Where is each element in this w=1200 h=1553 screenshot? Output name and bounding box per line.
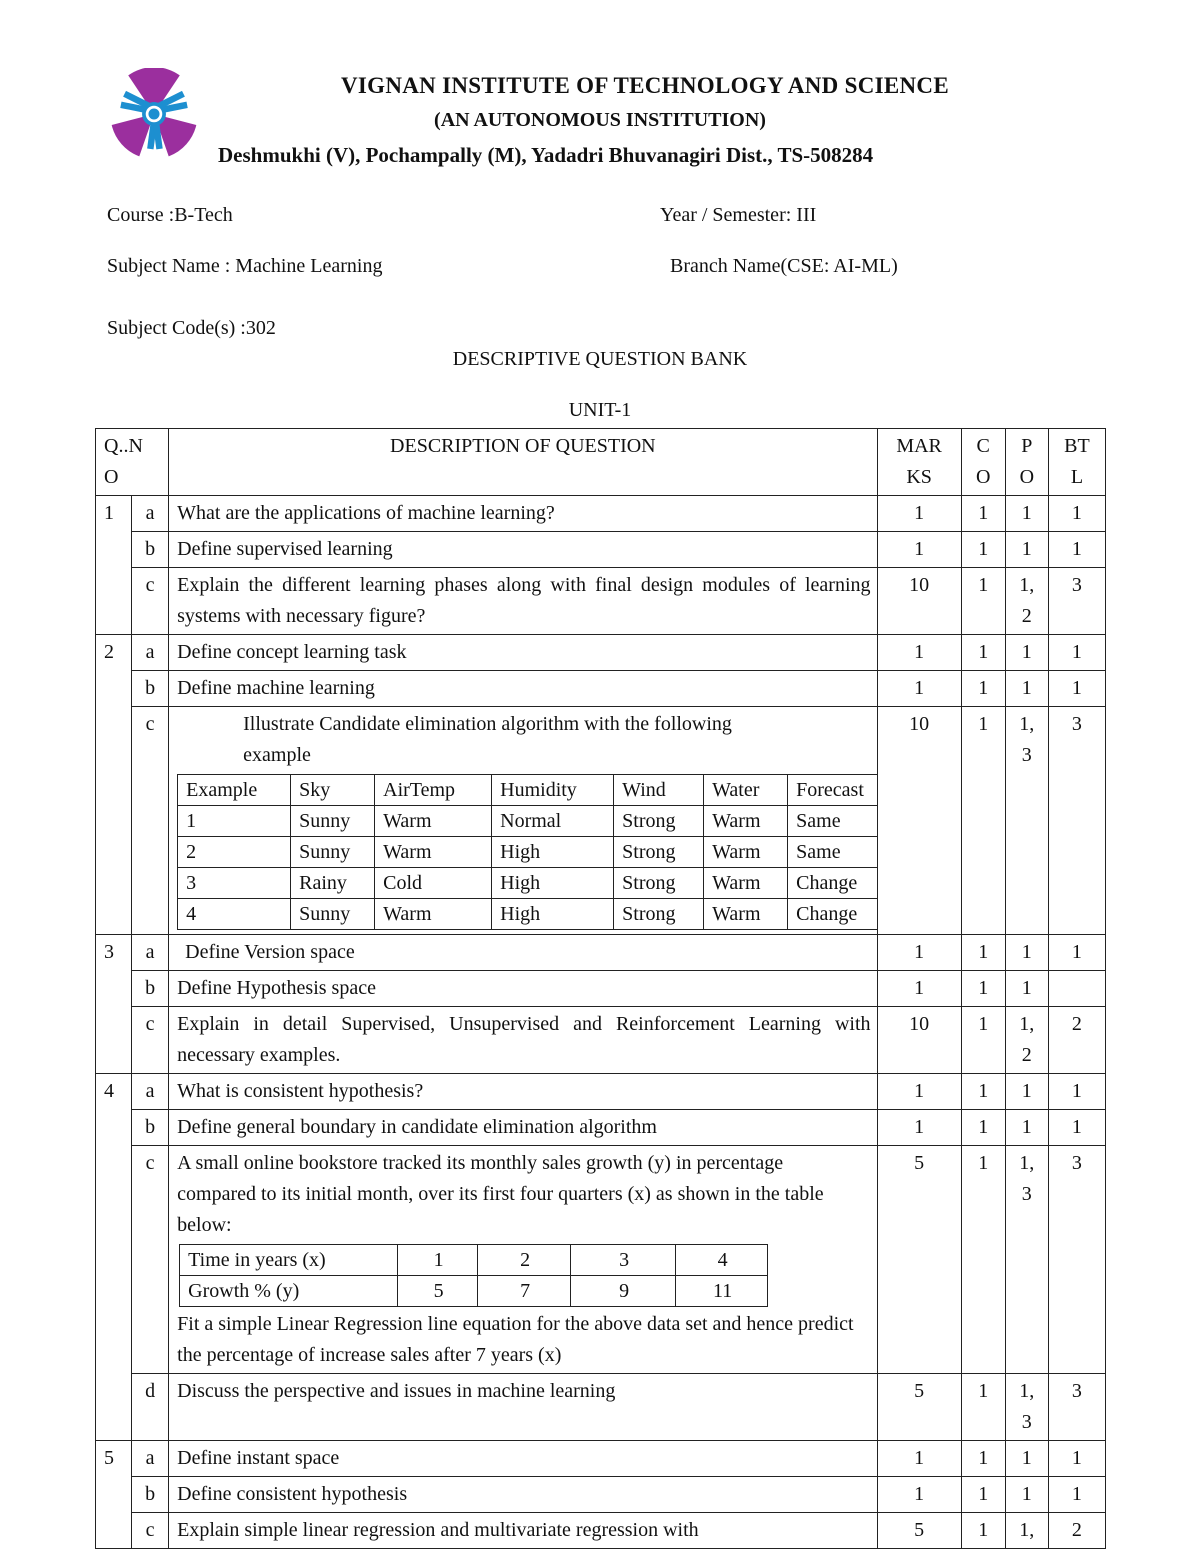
question-text: Illustrate Candidate elimination algorithm with the following example Example Sky AirTemp Humidity Wind Water Forecast 1 Sunny Warm Normal Strong Warm Same 2 Sunny Warm High Strong Warm Same 3 Rainy Cold High Strong Warm Change 4 Sunny Warm High Strong Warm Change [169, 707, 877, 935]
co: 1 [961, 1146, 1005, 1374]
marks: 5 [877, 1374, 961, 1441]
regression-cell: 1 [398, 1245, 478, 1276]
table-row [96, 1007, 1106, 1074]
marks: 5 [877, 1146, 961, 1374]
question-text: Define Hypothesis space [169, 971, 877, 1007]
example-header-cell: Sky [291, 775, 375, 806]
question-number: 3 [96, 935, 132, 1074]
example-table [177, 774, 878, 930]
table-row [96, 1146, 1106, 1374]
question-text: Define concept learning task [169, 635, 877, 671]
example-cell: Same [788, 806, 878, 837]
btl: 2 [1048, 1513, 1105, 1549]
sub-label: d [132, 1374, 169, 1441]
btl: 1 [1048, 532, 1105, 568]
branch-label: Branch Name(CSE: AI-ML) [670, 255, 898, 277]
header-co: C O [961, 429, 1005, 496]
co: 1 [961, 671, 1005, 707]
po: 1 [1005, 671, 1048, 707]
marks: 1 [877, 496, 961, 532]
sub-label: a [132, 496, 169, 532]
po: 1 [1005, 1441, 1048, 1477]
example-cell: Warm [704, 806, 788, 837]
example-cell: High [492, 837, 614, 868]
example-cell: Rainy [291, 868, 375, 899]
sub-label: b [132, 971, 169, 1007]
example-header-cell: Humidity [492, 775, 614, 806]
example-cell: Warm [375, 837, 492, 868]
regression-cell: Time in years (x) [180, 1245, 398, 1276]
regression-row-x [180, 1245, 768, 1276]
example-row [178, 837, 878, 868]
regression-table [179, 1244, 768, 1307]
example-cell: Change [788, 899, 878, 930]
regression-cell: 7 [478, 1276, 571, 1307]
co: 1 [961, 1110, 1005, 1146]
po: 1 [1005, 496, 1048, 532]
po: 1 [1005, 1477, 1048, 1513]
sub-label: c [132, 707, 169, 935]
institute-name: VIGNAN INSTITUTE OF TECHNOLOGY AND SCIENCE [341, 73, 949, 98]
example-cell: Strong [614, 899, 704, 930]
co: 1 [961, 532, 1005, 568]
unit-title: UNIT-1 [568, 399, 632, 421]
example-cell: Sunny [291, 899, 375, 930]
question-text: Define Version space [169, 935, 877, 971]
co: 1 [961, 1007, 1005, 1074]
example-header-cell: Forecast [788, 775, 878, 806]
marks: 1 [877, 1477, 961, 1513]
question-number: 1 [96, 496, 132, 635]
question-number: 5 [96, 1441, 132, 1549]
table-row [96, 1374, 1106, 1441]
btl: 3 [1048, 1146, 1105, 1374]
question-text: Define supervised learning [169, 532, 877, 568]
autonomous-line: (AN AUTONOMOUS INSTITUTION) [434, 109, 766, 131]
marks: 1 [877, 635, 961, 671]
example-header-cell: Example [178, 775, 291, 806]
example-header-row [178, 775, 878, 806]
po: 1, 3 [1005, 1374, 1048, 1441]
co: 1 [961, 971, 1005, 1007]
marks: 10 [877, 568, 961, 635]
regression-cell: 2 [478, 1245, 571, 1276]
po: 1, 2 [1005, 568, 1048, 635]
sub-label: b [132, 1110, 169, 1146]
table-row [96, 568, 1106, 635]
question-text: Explain the different learning phases along with final design modules of learning systems with necessary figure? [169, 568, 877, 635]
co: 1 [961, 1513, 1005, 1549]
sub-label: c [132, 1146, 169, 1374]
sub-label: a [132, 1441, 169, 1477]
co: 1 [961, 635, 1005, 671]
co: 1 [961, 1074, 1005, 1110]
example-row [178, 806, 878, 837]
sub-label: a [132, 935, 169, 971]
btl: 1 [1048, 1110, 1105, 1146]
po: 1 [1005, 1074, 1048, 1110]
table-row [96, 635, 1106, 671]
sub-label: a [132, 635, 169, 671]
example-cell: Cold [375, 868, 492, 899]
example-header-cell: Water [704, 775, 788, 806]
question-number: 4 [96, 1074, 132, 1441]
marks: 1 [877, 935, 961, 971]
subject-name-label: Subject Name : Machine Learning [107, 255, 383, 277]
table-row [96, 1441, 1106, 1477]
regression-cell: 4 [676, 1245, 768, 1276]
example-cell: Warm [375, 806, 492, 837]
header-qno: Q..N O [96, 429, 169, 496]
po: 1, [1005, 1513, 1048, 1549]
btl: 1 [1048, 635, 1105, 671]
sub-label: b [132, 532, 169, 568]
example-cell: Warm [704, 899, 788, 930]
table-row [96, 671, 1106, 707]
question-text: Explain simple linear regression and multivariate regression with [169, 1513, 877, 1549]
example-cell: Warm [704, 837, 788, 868]
co: 1 [961, 1374, 1005, 1441]
example-cell: Sunny [291, 837, 375, 868]
sub-label: c [132, 568, 169, 635]
regression-cell: 9 [571, 1276, 676, 1307]
marks: 5 [877, 1513, 961, 1549]
marks: 1 [877, 1110, 961, 1146]
table-row [96, 935, 1106, 971]
course-label: Course :B-Tech [107, 204, 233, 226]
co: 1 [961, 707, 1005, 935]
btl: 1 [1048, 935, 1105, 971]
question-text: Define general boundary in candidate elimination algorithm [169, 1110, 877, 1146]
po: 1 [1005, 935, 1048, 971]
co: 1 [961, 568, 1005, 635]
question-text: What is consistent hypothesis? [169, 1074, 877, 1110]
example-cell: 2 [178, 837, 291, 868]
example-cell: Sunny [291, 806, 375, 837]
po: 1 [1005, 635, 1048, 671]
co: 1 [961, 1477, 1005, 1513]
co: 1 [961, 1441, 1005, 1477]
po: 1 [1005, 1110, 1048, 1146]
question-text: Define machine learning [169, 671, 877, 707]
sub-label: b [132, 1477, 169, 1513]
table-row [96, 707, 1106, 935]
header-btl: BT L [1048, 429, 1105, 496]
doc-title: DESCRIPTIVE QUESTION BANK [452, 348, 748, 370]
co: 1 [961, 496, 1005, 532]
sub-label: a [132, 1074, 169, 1110]
example-row [178, 868, 878, 899]
sub-label: c [132, 1007, 169, 1074]
co: 1 [961, 935, 1005, 971]
header-po: P O [1005, 429, 1048, 496]
question-text: Define instant space [169, 1441, 877, 1477]
marks: 10 [877, 707, 961, 935]
btl: 1 [1048, 1074, 1105, 1110]
marks: 1 [877, 671, 961, 707]
header-description: DESCRIPTION OF QUESTION [169, 429, 877, 496]
table-row [96, 971, 1106, 1007]
btl: 1 [1048, 1477, 1105, 1513]
institute-address: Deshmukhi (V), Pochampally (M), Yadadri Bhuvanagiri Dist., TS-508284 [218, 143, 874, 167]
question-text: Discuss the perspective and issues in machine learning [169, 1374, 877, 1441]
question-text: Define consistent hypothesis [169, 1477, 877, 1513]
marks: 1 [877, 1074, 961, 1110]
table-row [96, 496, 1106, 532]
btl [1048, 971, 1105, 1007]
table-row [96, 1477, 1106, 1513]
example-cell: Warm [375, 899, 492, 930]
po: 1 [1005, 971, 1048, 1007]
marks: 1 [877, 1441, 961, 1477]
regression-cell: 3 [571, 1245, 676, 1276]
po: 1, 2 [1005, 1007, 1048, 1074]
table-row [96, 1110, 1106, 1146]
example-cell: Strong [614, 837, 704, 868]
question-number: 2 [96, 635, 132, 935]
po: 1, 3 [1005, 707, 1048, 935]
table-header-row [96, 429, 1106, 496]
example-cell: High [492, 899, 614, 930]
example-cell: 1 [178, 806, 291, 837]
table-row [96, 532, 1106, 568]
po: 1, 3 [1005, 1146, 1048, 1374]
sub-label: b [132, 671, 169, 707]
example-cell: 3 [178, 868, 291, 899]
example-header-cell: Wind [614, 775, 704, 806]
btl: 1 [1048, 496, 1105, 532]
btl: 3 [1048, 707, 1105, 935]
subject-code-label: Subject Code(s) :302 [107, 317, 276, 339]
example-header-cell: AirTemp [375, 775, 492, 806]
example-cell: Same [788, 837, 878, 868]
marks: 1 [877, 971, 961, 1007]
example-cell: Normal [492, 806, 614, 837]
example-cell: Strong [614, 868, 704, 899]
question-text: Explain in detail Supervised, Unsupervised and Reinforcement Learning with necessary examples. [169, 1007, 877, 1074]
regression-cell: Growth % (y) [180, 1276, 398, 1307]
btl: 2 [1048, 1007, 1105, 1074]
regression-cell: 11 [676, 1276, 768, 1307]
example-cell: Strong [614, 806, 704, 837]
example-cell: Change [788, 868, 878, 899]
table-row [96, 1513, 1106, 1549]
regression-cell: 5 [398, 1276, 478, 1307]
btl: 3 [1048, 1374, 1105, 1441]
example-row [178, 899, 878, 930]
table-row [96, 1074, 1106, 1110]
example-cell: Warm [704, 868, 788, 899]
question-text: A small online bookstore tracked its monthly sales growth (y) in percentage compared to its initial month, over its first four quarters (x) as shown in the table below: Time in years (x) 1 2 3 4 Growth % (y) 5 7 9 11 Fit a simple Linear Regression line equation for the above data set and hence predict the percentage of increase sales after 7 years (x) [169, 1146, 877, 1374]
marks: 10 [877, 1007, 961, 1074]
btl: 1 [1048, 671, 1105, 707]
regression-row-y [180, 1276, 768, 1307]
question-text: What are the applications of machine learning? [169, 496, 877, 532]
example-cell: High [492, 868, 614, 899]
header-marks: MAR KS [877, 429, 961, 496]
po: 1 [1005, 532, 1048, 568]
btl: 1 [1048, 1441, 1105, 1477]
marks: 1 [877, 532, 961, 568]
question-table [95, 428, 1106, 1549]
btl: 3 [1048, 568, 1105, 635]
example-cell: 4 [178, 899, 291, 930]
sub-label: c [132, 1513, 169, 1549]
year-semester-label: Year / Semester: III [660, 204, 817, 226]
